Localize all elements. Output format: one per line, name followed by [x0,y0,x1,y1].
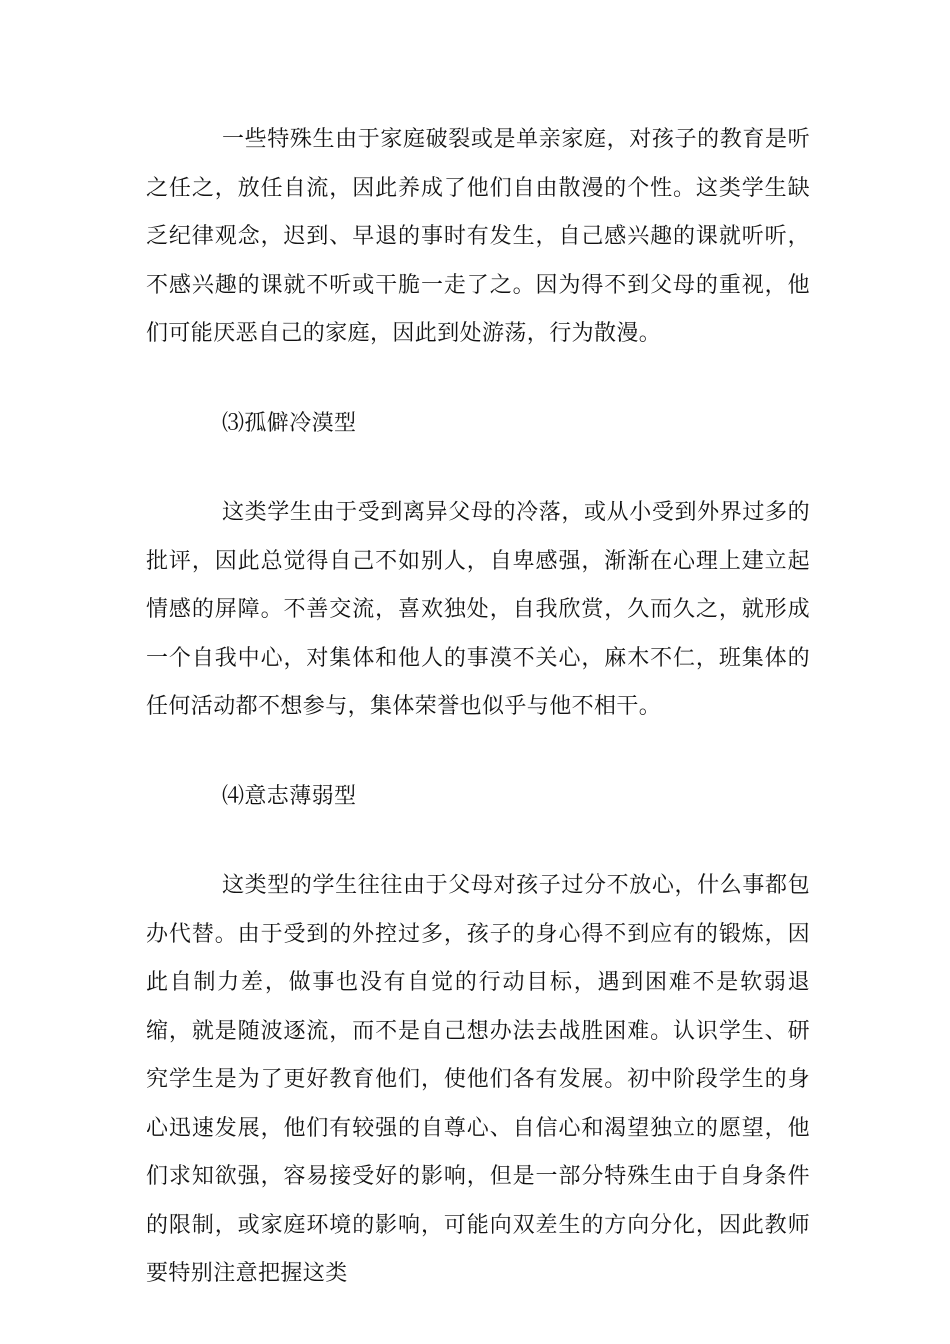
document-body [146,116,810,1299]
heading-isolated-type: ⑶孤僻冷漠型 [222,410,357,436]
paragraph-spacer [146,732,810,773]
heading-weak-will-type: ⑷意志薄弱型 [222,783,357,809]
paragraph-undisciplined-type: 一些特殊生由于家庭破裂或是单亲家庭，对孩子的教育是听之任之，放任自流，因此养成了他们自由散漫的个性。这类学生缺乏纪律观念，迟到、早退的事时有发生，自己感兴趣的课就听听，不感兴趣的课就不听或干脆一走了之。因为得不到父母的重视，他们可能厌恶自己的家庭，因此到处游荡，行为散漫。 [146,127,810,346]
paragraph-spacer [146,359,810,400]
paragraph-isolated-type: 这类学生由于受到离异父母的冷落，或从小受到外界过多的批评，因此总觉得自己不如别人，自卑感强，渐渐在心理上建立起情感的屏障。不善交流，喜欢独处，自我欣赏，久而久之，就形成一个自我中心，对集体和他人的事漠不关心，麻木不仁，班集体的任何活动都不想参与，集体荣誉也似乎与他不相干。 [146,500,810,719]
paragraph-spacer [146,448,810,489]
paragraph-weak-will-type: 这类型的学生往往由于父母对孩子过分不放心，什么事都包办代替。由于受到的外控过多，孩子的身心得不到应有的锻炼，因此自制力差，做事也没有自觉的行动目标，遇到困难不是软弱退缩，就是随波逐流，而不是自己想办法去战胜困难。认识学生、研究学生是为了更好教育他们，使他们各有发展。初中阶段学生的身心迅速发展，他们有较强的自尊心、自信心和渴望独立的愿望，他们求知欲强，容易接受好的影响，但是一部分特殊生由于自身条件的限制，或家庭环境的影响，可能向双差生的方向分化，因此教师要特别注意把握这类 [146,873,810,1286]
paragraph-spacer [146,821,810,862]
